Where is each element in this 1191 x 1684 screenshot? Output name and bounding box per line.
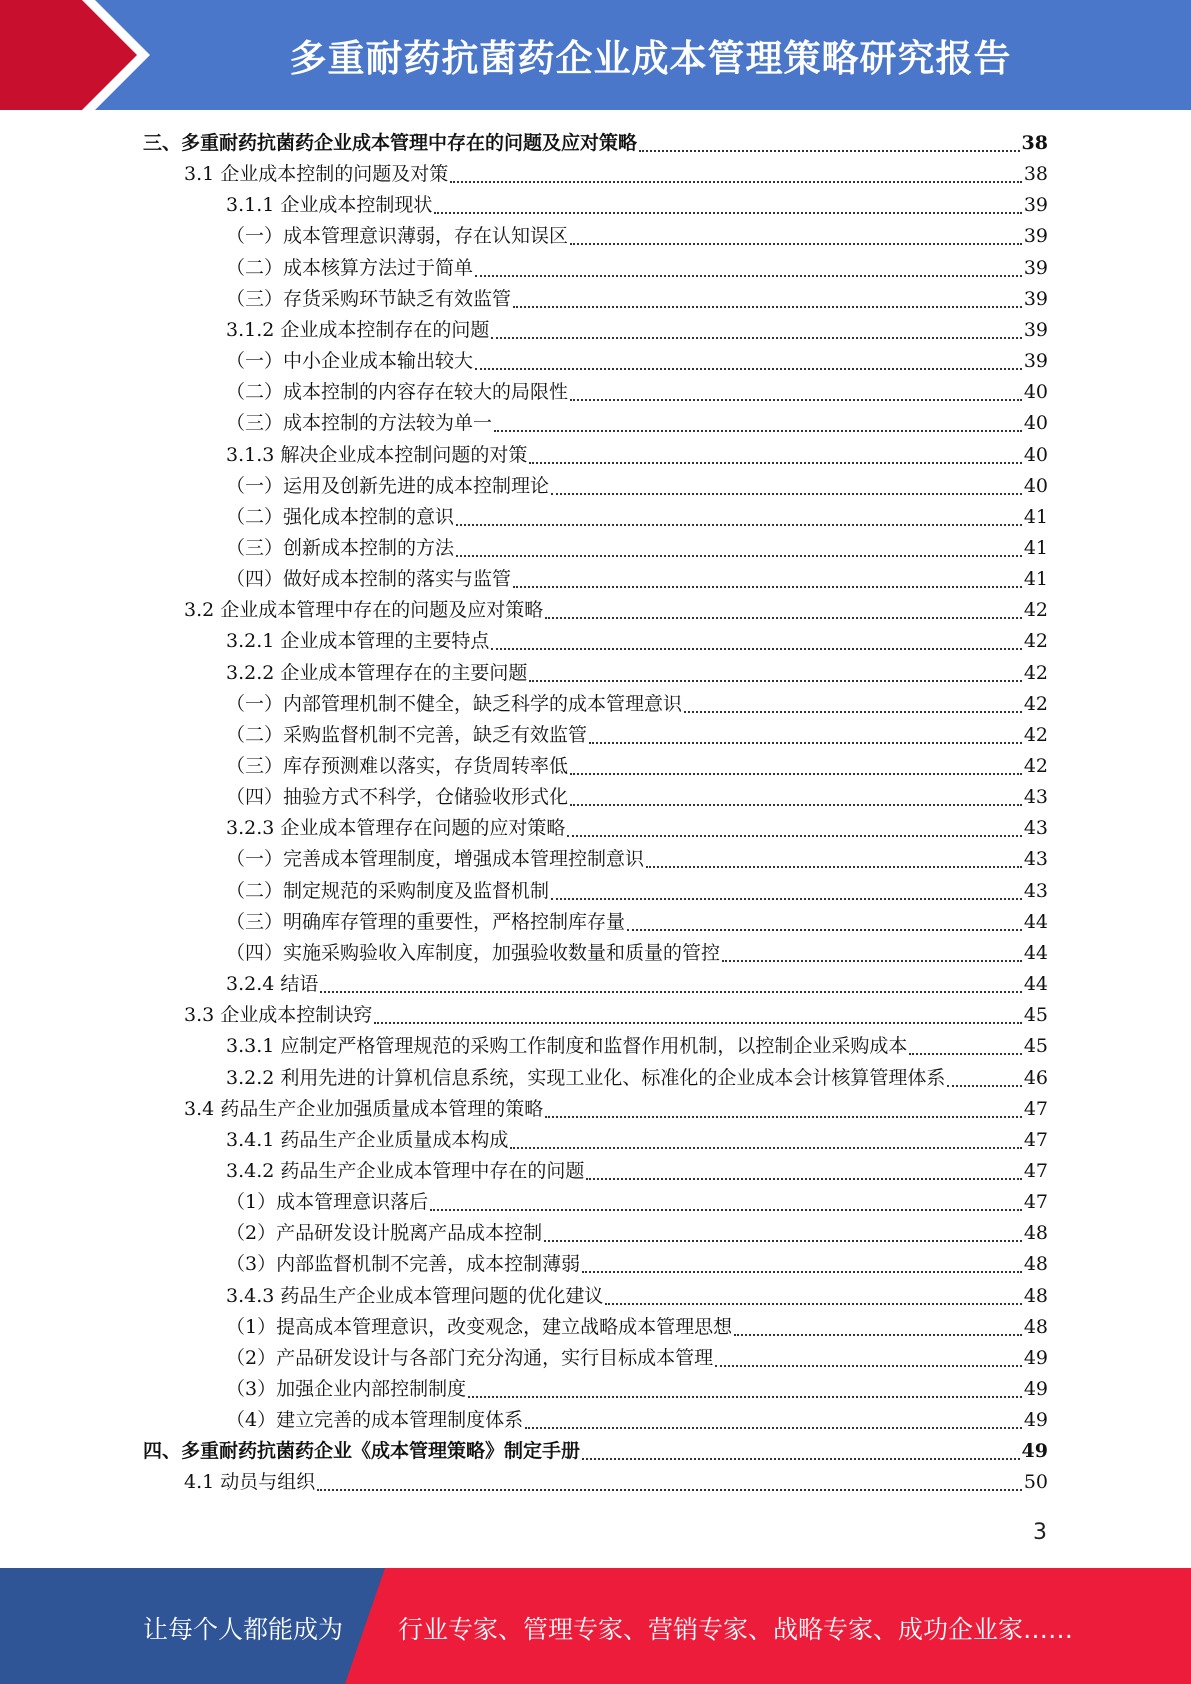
page-footer [0, 1568, 1191, 1684]
toc-entry[interactable] [184, 1000, 1048, 1031]
toc-entry[interactable] [226, 533, 1048, 564]
toc-leader-dots [513, 586, 1022, 588]
toc-entry[interactable] [226, 221, 1048, 252]
toc-entry-page: 49 [1023, 1378, 1048, 1400]
toc-entry-label: （四）做好成本控制的落实与监管 [226, 568, 512, 591]
toc-leader-dots [545, 617, 1022, 619]
toc-entry-label: 3.2.1 企业成本管理的主要特点 [226, 630, 490, 653]
toc-entry[interactable] [226, 720, 1048, 751]
toc-entry-label: 3.2.3 企业成本管理存在问题的应对策略 [226, 817, 566, 840]
toc-entry-page: 39 [1023, 350, 1048, 373]
toc-entry[interactable] [226, 1125, 1048, 1156]
toc-entry-label: 3.4.2 药品生产企业成本管理中存在的问题 [226, 1159, 585, 1182]
toc-leader-dots [491, 337, 1021, 339]
toc-entry-page: 45 [1023, 1004, 1048, 1027]
toc-entry[interactable] [226, 471, 1048, 502]
toc-entry-page: 41 [1023, 505, 1048, 528]
toc-entry[interactable] [143, 128, 1048, 159]
toc-leader-dots [456, 524, 1022, 526]
toc-entry-label: 3.2 企业成本管理中存在的问题及应对策略 [184, 599, 544, 622]
toc-entry-page: 48 [1023, 1284, 1048, 1307]
toc-entry[interactable] [184, 159, 1048, 190]
toc-entry-label: （一）内部管理机制不健全，缺乏科学的成本管理意识 [226, 692, 683, 715]
toc-entry-page: 47 [1023, 1159, 1048, 1182]
toc-entry-page: 40 [1023, 443, 1048, 466]
page-header [0, 0, 1191, 110]
toc-entry[interactable] [226, 876, 1048, 907]
toc-leader-dots [494, 430, 1022, 432]
toc-entry-label: 3.4 药品生产企业加强质量成本管理的策略 [184, 1097, 544, 1120]
toc-entry-label: 3.2.2 企业成本管理存在的主要问题 [226, 661, 528, 684]
toc-entry[interactable] [226, 1156, 1048, 1187]
toc-entry-page: 39 [1023, 194, 1048, 217]
toc-entry-page: 42 [1023, 630, 1048, 653]
toc-entry[interactable] [226, 658, 1048, 689]
toc-leader-dots [582, 1458, 1020, 1460]
toc-entry-page: 44 [1023, 941, 1048, 964]
page-number: 3 [1033, 1520, 1047, 1545]
toc-leader-dots [734, 1334, 1022, 1336]
toc-entry-page: 40 [1023, 381, 1048, 404]
toc-entry[interactable] [143, 1436, 1048, 1467]
toc-entry-label: （三）明确库存管理的重要性，严格控制库存量 [226, 910, 626, 933]
toc-entry[interactable] [226, 315, 1048, 346]
toc-entry[interactable] [226, 1063, 1048, 1094]
toc-entry[interactable] [226, 346, 1048, 377]
toc-entry-page: 38 [1021, 132, 1048, 154]
toc-entry-page: 39 [1023, 318, 1048, 341]
toc-entry-page: 39 [1023, 287, 1048, 310]
toc-entry-page: 47 [1023, 1097, 1048, 1120]
toc-leader-dots [909, 1053, 1021, 1055]
toc-leader-dots [722, 960, 1022, 962]
toc-leader-dots [544, 1240, 1022, 1242]
toc-entry[interactable] [226, 284, 1048, 315]
toc-entry[interactable] [226, 689, 1048, 720]
toc-entry-page: 47 [1023, 1191, 1048, 1214]
toc-entry-page: 48 [1023, 1253, 1048, 1276]
toc-entry-page: 44 [1023, 910, 1048, 933]
toc-entry[interactable] [226, 1312, 1048, 1343]
toc-leader-dots [468, 1396, 1022, 1398]
toc-leader-dots [586, 1178, 1021, 1180]
report-title: 多重耐药抗菌药企业成本管理策略研究报告 [289, 37, 1012, 80]
toc-leader-dots [605, 1303, 1021, 1305]
toc-entry-label: （一）运用及创新先进的成本控制理论 [226, 474, 550, 497]
toc-leader-dots [947, 1085, 1021, 1087]
toc-entry-page: 42 [1023, 692, 1048, 715]
toc-leader-dots [570, 773, 1022, 775]
toc-entry[interactable] [226, 408, 1048, 439]
toc-entry-page: 43 [1023, 817, 1048, 840]
toc-entry-page: 42 [1023, 661, 1048, 684]
toc-entry-label: （三）库存预测难以落实，存货周转率低 [226, 755, 569, 777]
toc-leader-dots [430, 1209, 1022, 1211]
toc-leader-dots [567, 835, 1021, 837]
toc-entry-label: 4.1 动员与组织 [184, 1471, 316, 1494]
toc-entry-page: 39 [1023, 225, 1048, 248]
toc-entry-label: （二）成本控制的内容存在较大的局限性 [226, 381, 569, 404]
toc-entry[interactable] [226, 1031, 1048, 1062]
toc-entry-page: 43 [1023, 786, 1048, 809]
toc-entry-label: 3.4.1 药品生产企业质量成本构成 [226, 1128, 509, 1151]
toc-entry[interactable] [226, 969, 1048, 1000]
toc-entry[interactable] [226, 782, 1048, 813]
toc-leader-dots [646, 866, 1022, 868]
toc-entry-label: （二）制定规范的采购制度及监督机制 [226, 879, 550, 902]
toc-entry[interactable] [226, 1343, 1048, 1374]
toc-entry[interactable] [226, 253, 1048, 284]
toc-leader-dots [551, 898, 1022, 900]
toc-leader-dots [513, 306, 1022, 308]
toc-leader-dots [374, 1022, 1022, 1024]
toc-entry[interactable] [226, 1249, 1048, 1280]
toc-entry-label: （四）抽验方式不科学，仓储验收形式化 [226, 786, 569, 809]
toc-entry-page: 48 [1023, 1315, 1048, 1338]
toc-entry-page: 44 [1023, 973, 1048, 996]
toc-entry[interactable] [226, 626, 1048, 657]
toc-entry-label: 3.4.3 药品生产企业成本管理问题的优化建议 [226, 1284, 604, 1307]
toc-entry-label: 3.1 企业成本控制的问题及对策 [184, 163, 449, 186]
toc-entry-page: 49 [1023, 1409, 1048, 1432]
toc-entry-label: 3.1.2 企业成本控制存在的问题 [226, 318, 490, 341]
toc-entry-page: 49 [1021, 1440, 1048, 1463]
toc-entry-label: （1）成本管理意识落后 [226, 1191, 429, 1214]
toc-entry[interactable] [226, 190, 1048, 221]
toc-entry-page: 40 [1023, 474, 1048, 497]
toc-entry-page: 45 [1023, 1035, 1048, 1058]
toc-leader-dots [320, 991, 1021, 993]
toc-entry-label: 三、多重耐药抗菌药企业成本管理中存在的问题及应对策略 [143, 132, 638, 154]
toc-entry-label: （3）加强企业内部控制制度 [226, 1378, 467, 1400]
toc-entry-label: （一）成本管理意识薄弱，存在认知误区 [226, 225, 569, 248]
toc-entry-label: （二）采购监督机制不完善，缺乏有效监管 [226, 723, 588, 746]
toc-entry-page: 43 [1023, 879, 1048, 902]
toc-entry[interactable] [226, 1281, 1048, 1312]
toc-entry-page: 49 [1023, 1346, 1048, 1369]
toc-entry[interactable] [226, 1218, 1048, 1249]
toc-leader-dots [317, 1489, 1022, 1491]
toc-entry-label: 3.3.1 应制定严格管理规范的采购工作制度和监督作用机制，以控制企业采购成本 [226, 1035, 908, 1058]
toc-leader-dots [450, 181, 1022, 183]
toc-entry[interactable] [226, 564, 1048, 595]
toc-entry[interactable] [226, 938, 1048, 969]
toc-entry-label: （三）存货采购环节缺乏有效监管 [226, 287, 512, 310]
toc-entry-label: （一）完善成本管理制度，增强成本管理控制意识 [226, 848, 645, 871]
toc-entry[interactable] [226, 813, 1048, 844]
toc-entry-label: （1）提高成本管理意识，改变观念，建立战略成本管理思想 [226, 1315, 733, 1338]
toc-entry[interactable] [184, 1467, 1048, 1498]
toc-entry-page: 48 [1023, 1222, 1048, 1245]
toc-leader-dots [434, 212, 1021, 214]
toc-entry[interactable] [226, 844, 1048, 875]
toc-entry-page: 39 [1023, 256, 1048, 279]
toc-leader-dots [475, 275, 1022, 277]
toc-leader-dots [525, 1427, 1022, 1429]
toc-leader-dots [684, 711, 1022, 713]
toc-leader-dots [545, 1116, 1022, 1118]
toc-entry[interactable] [226, 502, 1048, 533]
toc-entry[interactable] [226, 377, 1048, 408]
toc-leader-dots [570, 804, 1022, 806]
toc-entry-page: 47 [1023, 1128, 1048, 1151]
footer-slogan-right: 行业专家、管理专家、营销专家、战略专家、成功企业家…… [398, 1615, 1074, 1644]
toc-entry-page: 42 [1023, 755, 1048, 777]
toc-leader-dots [570, 399, 1022, 401]
toc-entry[interactable] [226, 907, 1048, 938]
toc-entry-label: （四）实施采购验收入库制度，加强验收数量和质量的管控 [226, 941, 721, 964]
toc-entry[interactable] [226, 751, 1048, 782]
toc-entry-page: 41 [1023, 568, 1048, 591]
toc-entry-page: 46 [1023, 1066, 1048, 1089]
toc-leader-dots [529, 680, 1021, 682]
toc-entry-label: 3.2.4 结语 [226, 973, 319, 996]
toc-entry-label: （4）建立完善的成本管理制度体系 [226, 1409, 524, 1432]
footer-slogan-left: 让每个人都能成为 [143, 1615, 344, 1644]
toc-leader-dots [627, 929, 1022, 931]
toc-entry-label: 四、多重耐药抗菌药企业《成本管理策略》制定手册 [143, 1440, 581, 1463]
toc-entry-label: 3.3 企业成本控制诀窍 [184, 1004, 373, 1027]
toc-entry-label: 3.1.3 解决企业成本控制问题的对策 [226, 443, 528, 466]
toc-entry-label: （二）成本核算方法过于简单 [226, 256, 474, 279]
toc-entry-label: （二）强化成本控制的意识 [226, 505, 455, 528]
toc-entry-page: 43 [1023, 848, 1048, 871]
toc-entry-label: （3）内部监督机制不完善，成本控制薄弱 [226, 1253, 581, 1276]
toc-leader-dots [456, 555, 1022, 557]
toc-entry[interactable] [226, 440, 1048, 471]
toc-entry-page: 42 [1023, 599, 1048, 622]
toc-leader-dots [639, 150, 1020, 152]
toc-leader-dots [529, 462, 1021, 464]
toc-entry-label: 3.1.1 企业成本控制现状 [226, 194, 433, 217]
toc-entry[interactable] [226, 1187, 1048, 1218]
toc-leader-dots [475, 368, 1022, 370]
toc-entry[interactable] [226, 1374, 1048, 1405]
toc-leader-dots [715, 1365, 1022, 1367]
toc-leader-dots [551, 493, 1022, 495]
toc-entry-page: 40 [1023, 412, 1048, 435]
toc-leader-dots [582, 1271, 1022, 1273]
toc-entry[interactable] [184, 1094, 1048, 1125]
toc-leader-dots [570, 243, 1022, 245]
toc-entry-label: （2）产品研发设计脱离产品成本控制 [226, 1222, 543, 1245]
toc-leader-dots [589, 742, 1022, 744]
toc-entry-page: 38 [1023, 163, 1048, 186]
toc-leader-dots [510, 1147, 1021, 1149]
toc-entry-page: 42 [1023, 723, 1048, 746]
toc-entry-page: 41 [1023, 536, 1048, 559]
toc-entry-label: （三）创新成本控制的方法 [226, 536, 455, 559]
toc-entry[interactable] [226, 1405, 1048, 1436]
toc-entry-page: 50 [1023, 1471, 1048, 1494]
toc-entry[interactable] [184, 595, 1048, 626]
toc-entry-label: （三）成本控制的方法较为单一 [226, 412, 493, 435]
toc-entry-label: （2）产品研发设计与各部门充分沟通，实行目标成本管理 [226, 1346, 714, 1369]
toc-entry-label: （一）中小企业成本输出较大 [226, 350, 474, 373]
toc-entry-label: 3.2.2 利用先进的计算机信息系统，实现工业化、标准化的企业成本会计核算管理体系 [226, 1066, 946, 1089]
toc-leader-dots [491, 648, 1021, 650]
